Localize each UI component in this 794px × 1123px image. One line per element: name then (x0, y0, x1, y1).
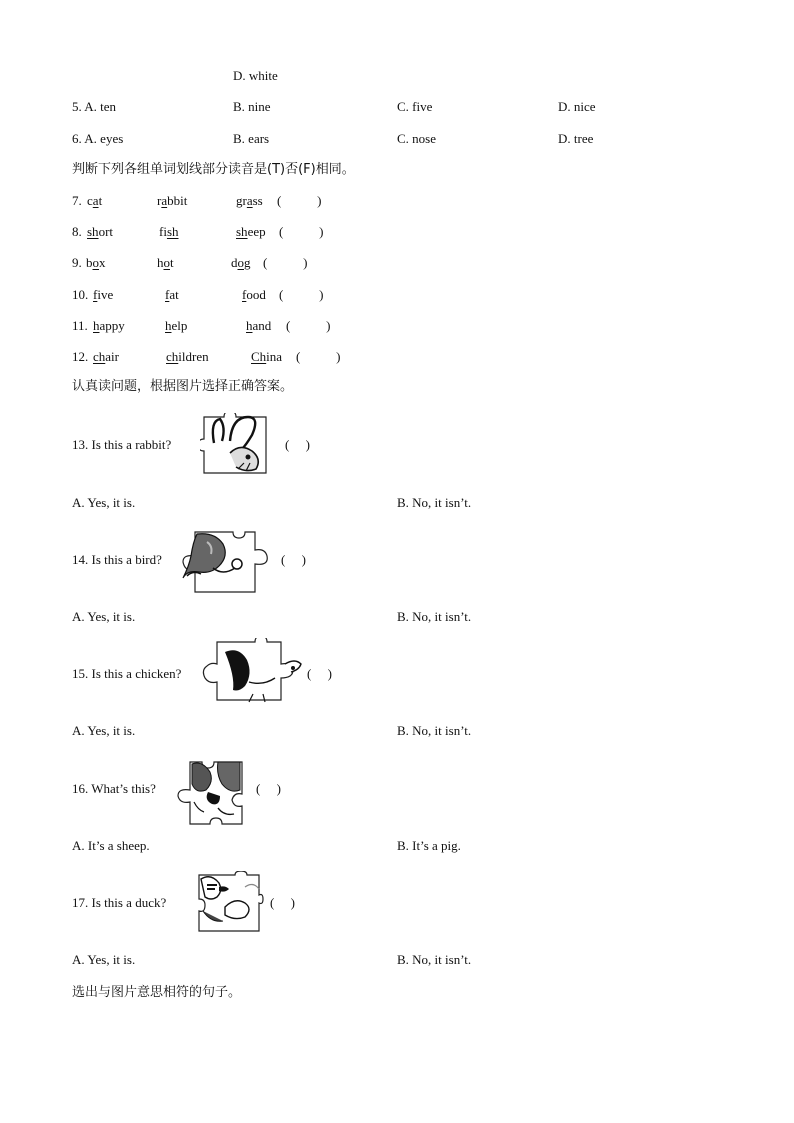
q17-answer-paren[interactable]: ( ) (270, 895, 295, 910)
underlined-letters: f (93, 287, 98, 302)
q15-answer-paren[interactable]: ( ) (307, 666, 332, 681)
rabbit-puzzle-icon (200, 413, 270, 477)
phonics-answer-paren[interactable]: ( ) (263, 255, 308, 270)
underlined-letters: Ch (251, 349, 267, 364)
phonics-item-number: 7. (72, 193, 82, 208)
q13-option-a: A. Yes, it is. (72, 495, 136, 510)
underlined-letters: a (92, 193, 99, 208)
phonics-word-1 (93, 349, 119, 365)
q5-option-c: C. five (397, 99, 433, 114)
phonics-word-2 (166, 349, 209, 365)
q14-option-b: B. No, it isn’t. (397, 609, 472, 624)
phonics-item-number: 11. (72, 318, 88, 333)
animal-puzzle-icon (172, 758, 246, 826)
underlined-letters: o (237, 255, 244, 270)
underlined-letters: ch (93, 349, 106, 364)
q14-answer-paren[interactable]: ( ) (281, 552, 306, 567)
word-part: b (86, 255, 93, 270)
word-part: gr (236, 193, 247, 208)
bird-puzzle-icon (177, 530, 275, 594)
underlined-letters: o (92, 255, 99, 270)
word-part: bbit (167, 193, 188, 208)
phonics-word-3 (236, 193, 263, 209)
underlined-letters: sh (87, 224, 99, 239)
phonics-answer-paren[interactable]: ( ) (296, 349, 341, 364)
q14-option-a: A. Yes, it is. (72, 609, 136, 624)
q14-question: 14. Is this a bird? (72, 552, 162, 567)
word-part: air (105, 349, 119, 364)
q16-question: 16. What’s this? (72, 781, 156, 796)
underlined-letters: h (93, 318, 100, 333)
q15-option-a: A. Yes, it is. (72, 723, 136, 738)
q15-option-b: B. No, it isn’t. (397, 723, 472, 738)
word-part: g (244, 255, 251, 270)
q15-question: 15. Is this a chicken? (72, 666, 182, 681)
word-part: d (231, 255, 238, 270)
word-part: fi (159, 224, 167, 239)
underlined-letters: a (161, 193, 168, 208)
phonics-word-3 (246, 318, 271, 334)
phonics-word-2 (165, 318, 187, 334)
word-part: eep (247, 224, 266, 239)
underlined-letters: sh (166, 224, 179, 239)
word-part: appy (99, 318, 125, 333)
word-part: c (87, 193, 93, 208)
word-part: ive (97, 287, 114, 302)
sentences-instruction: 选出与图片意思相符的句子。 (72, 985, 242, 1000)
underlined-letters: h (246, 318, 253, 333)
q5-option-d: D. nice (558, 99, 596, 114)
phonics-word-3 (236, 224, 266, 240)
q6-option-c: C. nose (397, 131, 436, 146)
q5-option-b: B. nine (233, 99, 271, 114)
word-part: and (252, 318, 272, 333)
phonics-item-number: 12. (72, 349, 89, 364)
word-part: h (157, 255, 164, 270)
underlined-letters: f (242, 287, 247, 302)
q16-answer-paren[interactable]: ( ) (256, 781, 281, 796)
phonics-word-1 (86, 255, 106, 271)
duck-puzzle-icon (195, 871, 265, 935)
q17-option-b: B. No, it isn’t. (397, 952, 472, 967)
word-part: ood (246, 287, 266, 302)
phonics-word-2 (165, 287, 179, 303)
q5-option-a: 5. A. ten (72, 99, 117, 114)
underlined-letters: sh (236, 224, 248, 239)
q6-option-b: B. ears (233, 131, 270, 146)
word-part: t (170, 255, 174, 270)
q6-option-d: D. tree (558, 131, 594, 146)
underlined-letters: a (246, 193, 253, 208)
phonics-word-1 (93, 287, 113, 303)
chicken-puzzle-icon (197, 638, 309, 704)
phonics-answer-paren[interactable]: ( ) (279, 224, 324, 239)
phonics-word-2 (157, 255, 174, 271)
q6-option-a: 6. A. eyes (72, 131, 124, 146)
underlined-letters: f (165, 287, 170, 302)
underlined-letters: h (165, 318, 172, 333)
phonics-word-1 (87, 224, 113, 240)
q13-answer-paren[interactable]: ( ) (285, 437, 310, 452)
word-part: ildren (178, 349, 209, 364)
phonics-word-2 (157, 193, 187, 209)
phonics-answer-paren[interactable]: ( ) (277, 193, 322, 208)
word-part: r (157, 193, 162, 208)
phonics-answer-paren[interactable]: ( ) (279, 287, 324, 302)
phonics-instruction: 判断下列各组单词划线部分读音是(T)否(F)相同。 (72, 162, 355, 177)
word-part: x (99, 255, 106, 270)
q17-option-a: A. Yes, it is. (72, 952, 136, 967)
word-part: t (98, 193, 103, 208)
q16-option-a: A. It’s a sheep. (72, 838, 150, 853)
phonics-answer-paren[interactable]: ( ) (286, 318, 331, 333)
phonics-word-3 (242, 287, 266, 303)
word-part: ss (252, 193, 263, 208)
word-part: ina (266, 349, 283, 364)
word-part: ort (98, 224, 114, 239)
q16-option-b: B. It’s a pig. (397, 838, 461, 853)
q13-option-b: B. No, it isn’t. (397, 495, 472, 510)
pictures-instruction: 认真读问题，根据图片选择正确答案。 (72, 379, 294, 394)
q13-question: 13. Is this a rabbit? (72, 437, 172, 452)
underlined-letters: o (163, 255, 170, 270)
phonics-word-3 (251, 349, 282, 365)
phonics-word-1 (93, 318, 125, 334)
phonics-word-1 (87, 193, 102, 209)
q17-question: 17. Is this a duck? (72, 895, 167, 910)
word-part: at (169, 287, 179, 302)
underlined-letters: ch (166, 349, 179, 364)
phonics-word-3 (231, 255, 251, 271)
phonics-item-number: 8. (72, 224, 82, 239)
phonics-item-number: 10. (72, 287, 89, 302)
phonics-word-2 (159, 224, 179, 240)
word-part: elp (171, 318, 188, 333)
option-d: D. white (233, 68, 278, 83)
phonics-item-number: 9. (72, 255, 82, 270)
